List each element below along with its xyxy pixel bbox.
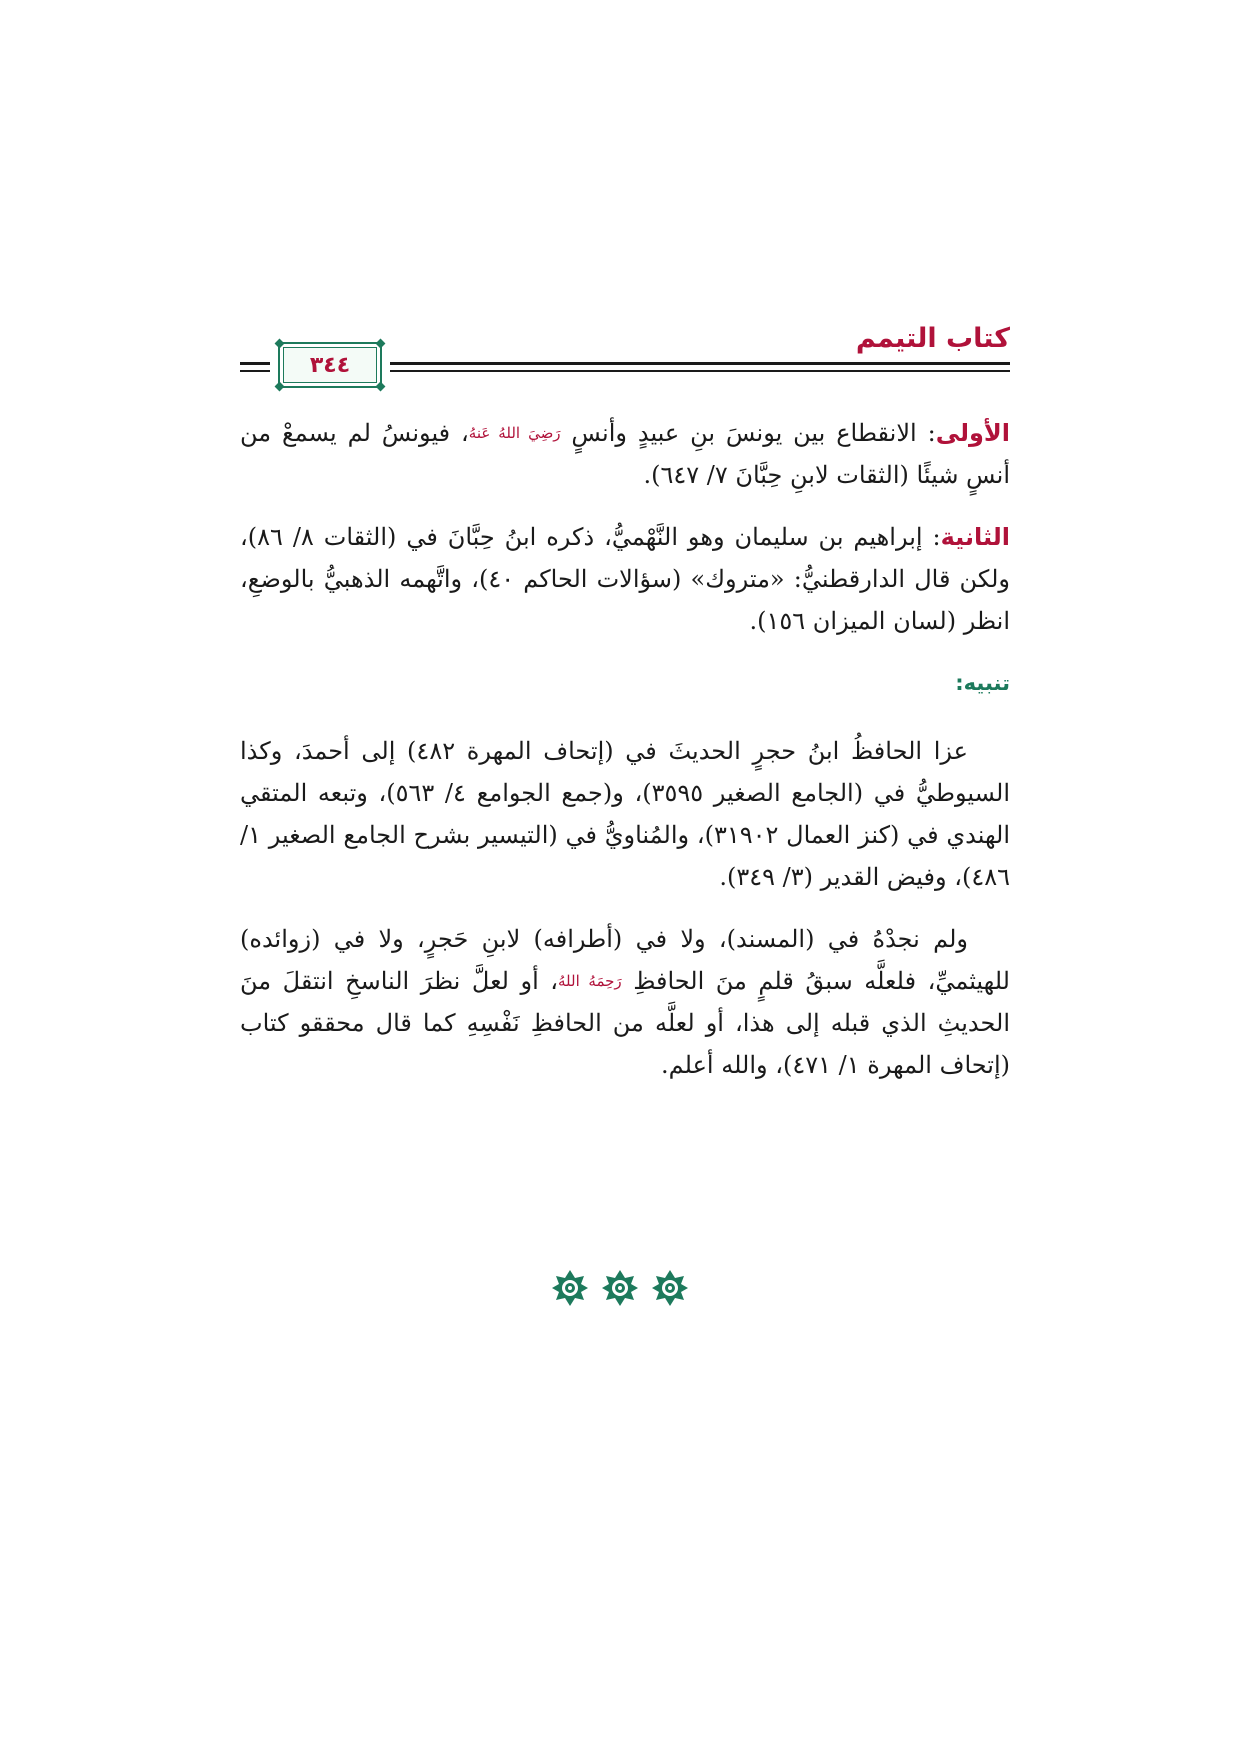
page-number: ٣٤٤ bbox=[309, 352, 351, 378]
page-number-badge bbox=[278, 342, 382, 388]
page-header bbox=[240, 322, 1010, 388]
header-rule-left-thin bbox=[240, 370, 270, 372]
paragraph-first-lead: الأولى bbox=[935, 419, 1010, 447]
honorific-glyph: رَحِمَهُ اللهُ bbox=[558, 972, 622, 990]
paragraph-first-text-a: : الانقطاع بين يونسَ بنِ عبيدٍ وأنسٍ bbox=[560, 419, 936, 447]
paragraph-second bbox=[240, 516, 1010, 642]
flower-ornament-icon bbox=[650, 1268, 690, 1308]
paragraph-second-lead: الثانية bbox=[940, 523, 1011, 551]
paragraph-fourth-text-b: ، أو لعلَّ نظرَ الناسخِ انتقلَ منَ الحديثِ الذي قبله إلى هذا، أو لعلَّه من الحافظِ نَفْسِهِ كما قال محققو كتاب (إتحاف المهرة ١/ ٤٧١)، والله أعلم. bbox=[240, 967, 1010, 1079]
paragraph-second-text: : إبراهيم بن سليمان وهو النَّهْميُّ، ذكره ابنُ حِبَّانَ في (الثقات ٨/ ٨٦)، ولكن قال الدارقطنيُّ: «متروك» (سؤالات الحاكم ٤٠)، واتَّهمه الذهبيُّ بالوضعِ، انظر (لسان الميزان ١٥٦). bbox=[240, 523, 1010, 635]
header-rule-left-thick bbox=[240, 362, 270, 365]
book-title: كتاب التيمم bbox=[855, 323, 1010, 354]
flower-ornament-icon bbox=[600, 1268, 640, 1308]
honorific-glyph: رَضِيَ اللهُ عَنهُ bbox=[468, 424, 561, 442]
paragraph-fourth bbox=[240, 918, 1010, 1086]
header-rule-thin bbox=[390, 370, 1010, 372]
header-rule-thick bbox=[390, 362, 1010, 365]
flower-ornament-icon bbox=[550, 1268, 590, 1308]
paragraph-first-text-b: ، فيونسُ لم يسمعْ من أنسٍ شيئًا (الثقات لابنِ حِبَّانَ ٧/ ٦٤٧). bbox=[240, 419, 1010, 489]
badge-corner-icon bbox=[275, 339, 285, 349]
paragraph-first bbox=[240, 412, 1010, 496]
page-body bbox=[240, 412, 1010, 1106]
paragraph-third: عزا الحافظُ ابنُ حجرٍ الحديثَ في (إتحاف المهرة ٤٨٢) إلى أحمدَ، وكذا السيوطيُّ في (الجامع الصغير ٣٥٩٥)، و(جمع الجوامع ٤/ ٥٦٣)، وتبعه المتقي الهندي في (كنز العمال ٣١٩٠٢)، والمُناويُّ في (التيسير بشرح الجامع الصغير ١/ ٤٨٦)، وفيض القدير (٣/ ٣٤٩). bbox=[240, 737, 1010, 891]
note-heading: تنبيه: bbox=[955, 671, 1010, 695]
paragraph-fourth-text-a: ولم نجدْهُ في (المسند)، ولا في (أطرافه) لابنِ حَجرٍ، ولا في (زوائده) للهيثميِّ، فلعلَّه سبقُ قلمٍ منَ الحافظِ bbox=[240, 925, 1010, 995]
badge-corner-icon bbox=[275, 382, 285, 392]
section-end-ornament bbox=[0, 1268, 1240, 1308]
badge-corner-icon bbox=[376, 339, 386, 349]
badge-corner-icon bbox=[376, 382, 386, 392]
